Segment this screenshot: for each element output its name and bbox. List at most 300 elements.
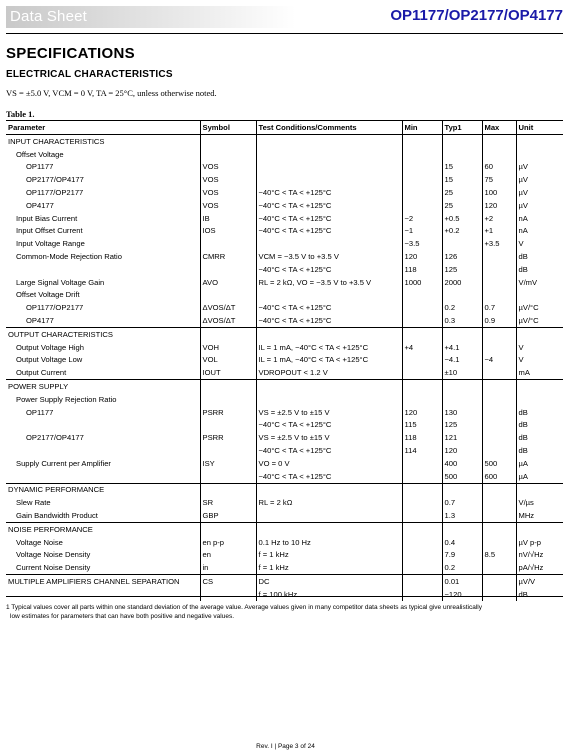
cell-min bbox=[402, 588, 442, 601]
cell-min bbox=[402, 380, 442, 393]
cell-unit: dB bbox=[516, 444, 563, 457]
cell-symbol bbox=[200, 522, 256, 535]
cell-typ: 120 bbox=[442, 444, 482, 457]
cell-typ: 125 bbox=[442, 263, 482, 276]
cell-parameter: Gain Bandwidth Product bbox=[16, 511, 98, 520]
cell-parameter: Output Voltage High bbox=[16, 342, 84, 352]
cell-min bbox=[402, 173, 442, 186]
cell-max: 120 bbox=[482, 199, 516, 212]
table-row bbox=[6, 341, 563, 354]
cell-symbol: SR bbox=[200, 496, 256, 509]
cell-unit bbox=[516, 135, 563, 148]
cell-unit: µV bbox=[516, 173, 563, 186]
cell-typ: 7.9 bbox=[442, 549, 482, 562]
table-row bbox=[6, 263, 563, 276]
cell-conditions bbox=[256, 161, 402, 174]
cell-conditions bbox=[256, 148, 402, 161]
cell-symbol: VOS bbox=[200, 199, 256, 212]
cell-parameter: OP2177/OP4177 bbox=[26, 175, 84, 185]
table-row bbox=[6, 366, 563, 379]
cell-typ: 2000 bbox=[442, 276, 482, 289]
cell-min bbox=[402, 536, 442, 549]
cell-conditions bbox=[256, 522, 402, 535]
table-row bbox=[6, 419, 563, 432]
cell-parameter: OP2177/OP4177 bbox=[26, 433, 84, 443]
cell-unit: mA bbox=[516, 366, 563, 379]
column-header-symbol: Symbol bbox=[200, 121, 256, 135]
cell-unit bbox=[516, 393, 563, 406]
cell-min: 115 bbox=[402, 419, 442, 432]
cell-max: −4 bbox=[482, 354, 516, 367]
cell-parameter: OP1177/OP2177 bbox=[26, 303, 84, 313]
table-row bbox=[6, 237, 563, 250]
cell-typ: ±10 bbox=[442, 366, 482, 379]
page-footer: Rev. I | Page 3 of 24 bbox=[256, 743, 315, 750]
cell-symbol: IOUT bbox=[200, 366, 256, 379]
cell-unit: nV/√Hz bbox=[516, 549, 563, 562]
cell-symbol: AVO bbox=[200, 276, 256, 289]
cell-parameter: OP1177 bbox=[26, 162, 54, 172]
cell-parameter: Supply Current per Amplifier bbox=[16, 458, 111, 468]
cell-symbol bbox=[200, 470, 256, 483]
cell-symbol: CMRR bbox=[200, 250, 256, 263]
cell-parameter: MULTIPLE AMPLIFIERS CHANNEL SEPARATION bbox=[6, 575, 200, 588]
cell-unit: dB bbox=[516, 406, 563, 419]
cell-typ bbox=[442, 135, 482, 148]
cell-min: 120 bbox=[402, 406, 442, 419]
cell-min bbox=[402, 549, 442, 562]
table-row bbox=[6, 496, 563, 509]
cell-symbol bbox=[200, 289, 256, 302]
cell-max: 600 bbox=[482, 470, 516, 483]
cell-parameter: Power Supply Rejection Ratio bbox=[16, 394, 117, 404]
cell-conditions: IL = 1 mA, −40°C < TA < +125°C bbox=[256, 354, 402, 367]
table-section-row bbox=[6, 522, 563, 535]
cell-parameter: INPUT CHARACTERISTICS bbox=[6, 135, 200, 148]
table-row bbox=[6, 225, 563, 238]
cell-typ bbox=[442, 483, 482, 496]
table-section-row bbox=[6, 380, 563, 393]
cell-unit: dB bbox=[516, 419, 563, 432]
cell-conditions bbox=[256, 509, 402, 522]
cell-symbol bbox=[200, 588, 256, 601]
cell-typ bbox=[442, 522, 482, 535]
cell-symbol bbox=[200, 263, 256, 276]
cell-parameter: POWER SUPPLY bbox=[6, 380, 200, 393]
table-row bbox=[6, 301, 563, 314]
cell-min bbox=[402, 327, 442, 340]
cell-conditions: DC bbox=[256, 575, 402, 588]
column-header-unit: Unit bbox=[516, 121, 563, 135]
table-body bbox=[6, 135, 563, 601]
cell-unit: V bbox=[516, 341, 563, 354]
cell-typ: 125 bbox=[442, 419, 482, 432]
cell-min bbox=[402, 161, 442, 174]
cell-min bbox=[402, 186, 442, 199]
column-header-typ: Typ1 bbox=[442, 121, 482, 135]
cell-max: 100 bbox=[482, 186, 516, 199]
cell-conditions bbox=[256, 483, 402, 496]
cell-max bbox=[482, 148, 516, 161]
cell-min: −3.5 bbox=[402, 237, 442, 250]
cell-typ: 0.2 bbox=[442, 301, 482, 314]
header-part-numbers bbox=[390, 7, 563, 24]
cell-symbol bbox=[200, 393, 256, 406]
table-row bbox=[6, 173, 563, 186]
cell-typ: +0.2 bbox=[442, 225, 482, 238]
cell-unit bbox=[516, 289, 563, 302]
cell-min: 118 bbox=[402, 263, 442, 276]
cell-symbol bbox=[200, 419, 256, 432]
table-row bbox=[6, 276, 563, 289]
cell-conditions: −40°C < TA < +125°C bbox=[256, 263, 402, 276]
cell-max bbox=[482, 289, 516, 302]
cell-max bbox=[482, 561, 516, 574]
cell-symbol: PSRR bbox=[200, 406, 256, 419]
cell-max bbox=[482, 393, 516, 406]
cell-parameter: Input Offset Current bbox=[16, 226, 83, 236]
cell-typ: 400 bbox=[442, 457, 482, 470]
cell-min bbox=[402, 561, 442, 574]
cell-conditions: −40°C < TA < +125°C bbox=[256, 419, 402, 432]
cell-unit: V bbox=[516, 237, 563, 250]
table-row bbox=[6, 289, 563, 302]
cell-conditions: −40°C < TA < +125°C bbox=[256, 199, 402, 212]
cell-min bbox=[402, 470, 442, 483]
cell-max bbox=[482, 366, 516, 379]
column-header-min: Min bbox=[402, 121, 442, 135]
cell-symbol bbox=[200, 444, 256, 457]
cell-min bbox=[402, 496, 442, 509]
cell-max bbox=[482, 496, 516, 509]
cell-symbol: ISY bbox=[200, 457, 256, 470]
cell-symbol: en bbox=[200, 549, 256, 562]
cell-typ: 126 bbox=[442, 250, 482, 263]
part-separator: / bbox=[503, 7, 508, 24]
cell-conditions: f = 1 kHz bbox=[256, 549, 402, 562]
cell-unit: nA bbox=[516, 212, 563, 225]
table-row bbox=[6, 199, 563, 212]
cell-unit: µV/V bbox=[516, 575, 563, 588]
cell-typ: −120 bbox=[442, 588, 482, 601]
cell-parameter: OP1177/OP2177 bbox=[26, 188, 84, 198]
cell-symbol bbox=[200, 327, 256, 340]
cell-min bbox=[402, 366, 442, 379]
table-title: Table 1. bbox=[6, 109, 35, 119]
cell-parameter: Voltage Noise bbox=[16, 537, 63, 547]
cell-parameter: Input Voltage Range bbox=[16, 239, 85, 249]
cell-min bbox=[402, 289, 442, 302]
cell-symbol: VOS bbox=[200, 173, 256, 186]
table-row bbox=[6, 549, 563, 562]
cell-typ: +0.5 bbox=[442, 212, 482, 225]
table-row bbox=[6, 444, 563, 457]
cell-max bbox=[482, 276, 516, 289]
cell-min: −2 bbox=[402, 212, 442, 225]
cell-typ: 121 bbox=[442, 431, 482, 444]
cell-typ: 130 bbox=[442, 406, 482, 419]
cell-parameter: Output Voltage Low bbox=[16, 355, 83, 365]
cell-unit: µV bbox=[516, 186, 563, 199]
cell-typ: +4.1 bbox=[442, 341, 482, 354]
cell-typ: 25 bbox=[442, 199, 482, 212]
cell-conditions: −40°C < TA < +125°C bbox=[256, 470, 402, 483]
cell-max: +1 bbox=[482, 225, 516, 238]
header-doc-type: Data Sheet bbox=[10, 8, 88, 25]
cell-unit: µV bbox=[516, 199, 563, 212]
cell-max bbox=[482, 431, 516, 444]
table-row bbox=[6, 588, 563, 601]
header-band bbox=[6, 6, 296, 28]
cell-max bbox=[482, 522, 516, 535]
cell-parameter: OP4177 bbox=[26, 200, 54, 210]
column-header-max: Max bbox=[482, 121, 516, 135]
cell-conditions: VCM = −3.5 V to +3.5 V bbox=[256, 250, 402, 263]
table-section-row bbox=[6, 575, 563, 588]
cell-parameter: Output Current bbox=[16, 368, 67, 378]
table-row bbox=[6, 457, 563, 470]
cell-symbol bbox=[200, 483, 256, 496]
cell-symbol: CS bbox=[200, 575, 256, 588]
cell-conditions: VO = 0 V bbox=[256, 457, 402, 470]
footnote-line: 1 Typical values cover all parts within one standard deviation of the average value. Average values given in many competitor data sheets as typical give unrealistically bbox=[6, 604, 482, 611]
cell-symbol: ΔVOS/ΔT bbox=[200, 314, 256, 327]
table-row bbox=[6, 314, 563, 327]
table-header-row bbox=[6, 121, 563, 135]
cell-unit: V/µs bbox=[516, 496, 563, 509]
cell-typ: 0.3 bbox=[442, 314, 482, 327]
cell-parameter bbox=[6, 588, 200, 601]
cell-conditions: 0.1 Hz to 10 Hz bbox=[256, 536, 402, 549]
cell-typ: 0.7 bbox=[442, 496, 482, 509]
page-header bbox=[6, 6, 563, 28]
cell-conditions: −40°C < TA < +125°C bbox=[256, 225, 402, 238]
cell-max: 500 bbox=[482, 457, 516, 470]
cell-conditions bbox=[256, 327, 402, 340]
part-separator: / bbox=[444, 7, 449, 24]
cell-parameter bbox=[6, 419, 200, 432]
cell-typ bbox=[442, 148, 482, 161]
cell-max bbox=[482, 483, 516, 496]
cell-min bbox=[402, 354, 442, 367]
cell-unit: V/mV bbox=[516, 276, 563, 289]
cell-symbol: ΔVOS/ΔT bbox=[200, 301, 256, 314]
cell-symbol bbox=[200, 237, 256, 250]
cell-min: −1 bbox=[402, 225, 442, 238]
cell-unit: dB bbox=[516, 263, 563, 276]
cell-symbol: VOH bbox=[200, 341, 256, 354]
cell-parameter: Offset Voltage Drift bbox=[16, 290, 80, 300]
cell-parameter: DYNAMIC PERFORMANCE bbox=[6, 483, 200, 496]
cell-unit: dB bbox=[516, 431, 563, 444]
cell-typ bbox=[442, 327, 482, 340]
cell-parameter bbox=[6, 263, 200, 276]
cell-conditions: RL = 2 kΩ bbox=[256, 496, 402, 509]
cell-typ: −4.1 bbox=[442, 354, 482, 367]
cell-typ bbox=[442, 289, 482, 302]
cell-symbol: VOL bbox=[200, 354, 256, 367]
cell-max: +3.5 bbox=[482, 237, 516, 250]
cell-conditions: RL = 2 kΩ, VO = −3.5 V to +3.5 V bbox=[256, 276, 402, 289]
cell-parameter: OUTPUT CHARACTERISTICS bbox=[6, 327, 200, 340]
cell-min bbox=[402, 393, 442, 406]
part-number: OP4177 bbox=[507, 7, 563, 24]
cell-typ bbox=[442, 393, 482, 406]
cell-typ: 1.3 bbox=[442, 509, 482, 522]
cell-max bbox=[482, 135, 516, 148]
cell-max bbox=[482, 341, 516, 354]
part-number: OP2177 bbox=[448, 7, 504, 24]
cell-parameter: Large Signal Voltage Gain bbox=[16, 277, 105, 287]
footnote bbox=[6, 604, 556, 621]
cell-conditions: VS = ±2.5 V to ±15 V bbox=[256, 431, 402, 444]
cell-unit bbox=[516, 522, 563, 535]
cell-conditions: VS = ±2.5 V to ±15 V bbox=[256, 406, 402, 419]
cell-min bbox=[402, 483, 442, 496]
table-row bbox=[6, 561, 563, 574]
cell-typ bbox=[442, 237, 482, 250]
cell-typ bbox=[442, 380, 482, 393]
cell-conditions: −40°C < TA < +125°C bbox=[256, 314, 402, 327]
cell-unit: µV/°C bbox=[516, 314, 563, 327]
cell-min bbox=[402, 522, 442, 535]
cell-conditions: f = 1 kHz bbox=[256, 561, 402, 574]
cell-min bbox=[402, 135, 442, 148]
cell-conditions: −40°C < TA < +125°C bbox=[256, 212, 402, 225]
cell-unit: MHz bbox=[516, 509, 563, 522]
cell-typ: 15 bbox=[442, 173, 482, 186]
table-row bbox=[6, 431, 563, 444]
cell-symbol: VOS bbox=[200, 186, 256, 199]
table-row bbox=[6, 509, 563, 522]
cell-parameter: OP1177 bbox=[26, 407, 54, 417]
cell-max: 75 bbox=[482, 173, 516, 186]
cell-min bbox=[402, 457, 442, 470]
spec-table bbox=[6, 120, 563, 601]
table-section-row bbox=[6, 135, 563, 148]
cell-conditions bbox=[256, 135, 402, 148]
footnote-line: low estimates for parameters that can have both positive and negative values. bbox=[10, 612, 235, 620]
cell-typ: 500 bbox=[442, 470, 482, 483]
test-conditions-note: VS = ±5.0 V, VCM = 0 V, TA = 25°C, unless otherwise noted. bbox=[6, 88, 217, 98]
cell-max: 8.5 bbox=[482, 549, 516, 562]
cell-max bbox=[482, 250, 516, 263]
cell-max bbox=[482, 588, 516, 601]
table-row bbox=[6, 354, 563, 367]
cell-min bbox=[402, 575, 442, 588]
cell-parameter: Input Bias Current bbox=[16, 213, 78, 223]
cell-max bbox=[482, 327, 516, 340]
cell-parameter: Offset Voltage bbox=[16, 149, 64, 159]
cell-unit: µA bbox=[516, 470, 563, 483]
cell-unit: nA bbox=[516, 225, 563, 238]
cell-symbol bbox=[200, 135, 256, 148]
cell-unit bbox=[516, 327, 563, 340]
cell-symbol: en p-p bbox=[200, 536, 256, 549]
cell-min bbox=[402, 301, 442, 314]
cell-symbol: VOS bbox=[200, 161, 256, 174]
table-bottom-rule bbox=[6, 596, 563, 597]
table-section-row bbox=[6, 327, 563, 340]
cell-unit: dB bbox=[516, 250, 563, 263]
cell-parameter bbox=[6, 444, 200, 457]
cell-parameter: NOISE PERFORMANCE bbox=[6, 522, 200, 535]
part-number: OP1177 bbox=[390, 7, 445, 24]
cell-parameter: OP4177 bbox=[26, 316, 54, 326]
cell-conditions: −40°C < TA < +125°C bbox=[256, 186, 402, 199]
cell-max bbox=[482, 380, 516, 393]
cell-parameter: Common-Mode Rejection Ratio bbox=[16, 252, 122, 262]
table-row bbox=[6, 406, 563, 419]
cell-typ: 0.01 bbox=[442, 575, 482, 588]
table-section-row bbox=[6, 483, 563, 496]
cell-max bbox=[482, 509, 516, 522]
cell-unit bbox=[516, 380, 563, 393]
cell-unit: µA bbox=[516, 457, 563, 470]
cell-max bbox=[482, 263, 516, 276]
cell-max bbox=[482, 419, 516, 432]
cell-unit: µV bbox=[516, 161, 563, 174]
cell-max bbox=[482, 406, 516, 419]
cell-parameter: Slew Rate bbox=[16, 498, 51, 508]
column-header-parameter: Parameter bbox=[6, 121, 200, 135]
cell-max: 0.9 bbox=[482, 314, 516, 327]
cell-max bbox=[482, 536, 516, 549]
cell-parameter bbox=[6, 470, 200, 483]
cell-symbol: IB bbox=[200, 212, 256, 225]
cell-unit: dB bbox=[516, 588, 563, 601]
cell-min: 118 bbox=[402, 431, 442, 444]
cell-parameter: Voltage Noise Density bbox=[16, 550, 91, 560]
cell-typ: 0.2 bbox=[442, 561, 482, 574]
cell-conditions bbox=[256, 173, 402, 186]
table-row bbox=[6, 470, 563, 483]
header-rule bbox=[6, 33, 563, 34]
table-row bbox=[6, 148, 563, 161]
cell-min: 1000 bbox=[402, 276, 442, 289]
subsection-title: ELECTRICAL CHARACTERISTICS bbox=[6, 69, 173, 80]
table-row bbox=[6, 393, 563, 406]
cell-unit bbox=[516, 483, 563, 496]
cell-min: 120 bbox=[402, 250, 442, 263]
cell-unit: µV p-p bbox=[516, 536, 563, 549]
cell-typ: 15 bbox=[442, 161, 482, 174]
cell-unit: V bbox=[516, 354, 563, 367]
table-row bbox=[6, 186, 563, 199]
cell-symbol: PSRR bbox=[200, 431, 256, 444]
cell-max bbox=[482, 444, 516, 457]
column-header-conditions: Test Conditions/Comments bbox=[256, 121, 402, 135]
cell-unit: µV/°C bbox=[516, 301, 563, 314]
cell-min bbox=[402, 199, 442, 212]
cell-conditions bbox=[256, 380, 402, 393]
cell-conditions bbox=[256, 289, 402, 302]
cell-conditions: VDROPOUT < 1.2 V bbox=[256, 366, 402, 379]
cell-symbol: in bbox=[200, 561, 256, 574]
cell-min bbox=[402, 509, 442, 522]
cell-min: +4 bbox=[402, 341, 442, 354]
cell-symbol: GBP bbox=[200, 509, 256, 522]
cell-max: +2 bbox=[482, 212, 516, 225]
cell-min: 114 bbox=[402, 444, 442, 457]
table-row bbox=[6, 161, 563, 174]
section-title: SPECIFICATIONS bbox=[6, 45, 135, 62]
cell-max: 60 bbox=[482, 161, 516, 174]
cell-typ: 0.4 bbox=[442, 536, 482, 549]
cell-conditions: −40°C < TA < +125°C bbox=[256, 301, 402, 314]
table-row bbox=[6, 250, 563, 263]
cell-min bbox=[402, 148, 442, 161]
